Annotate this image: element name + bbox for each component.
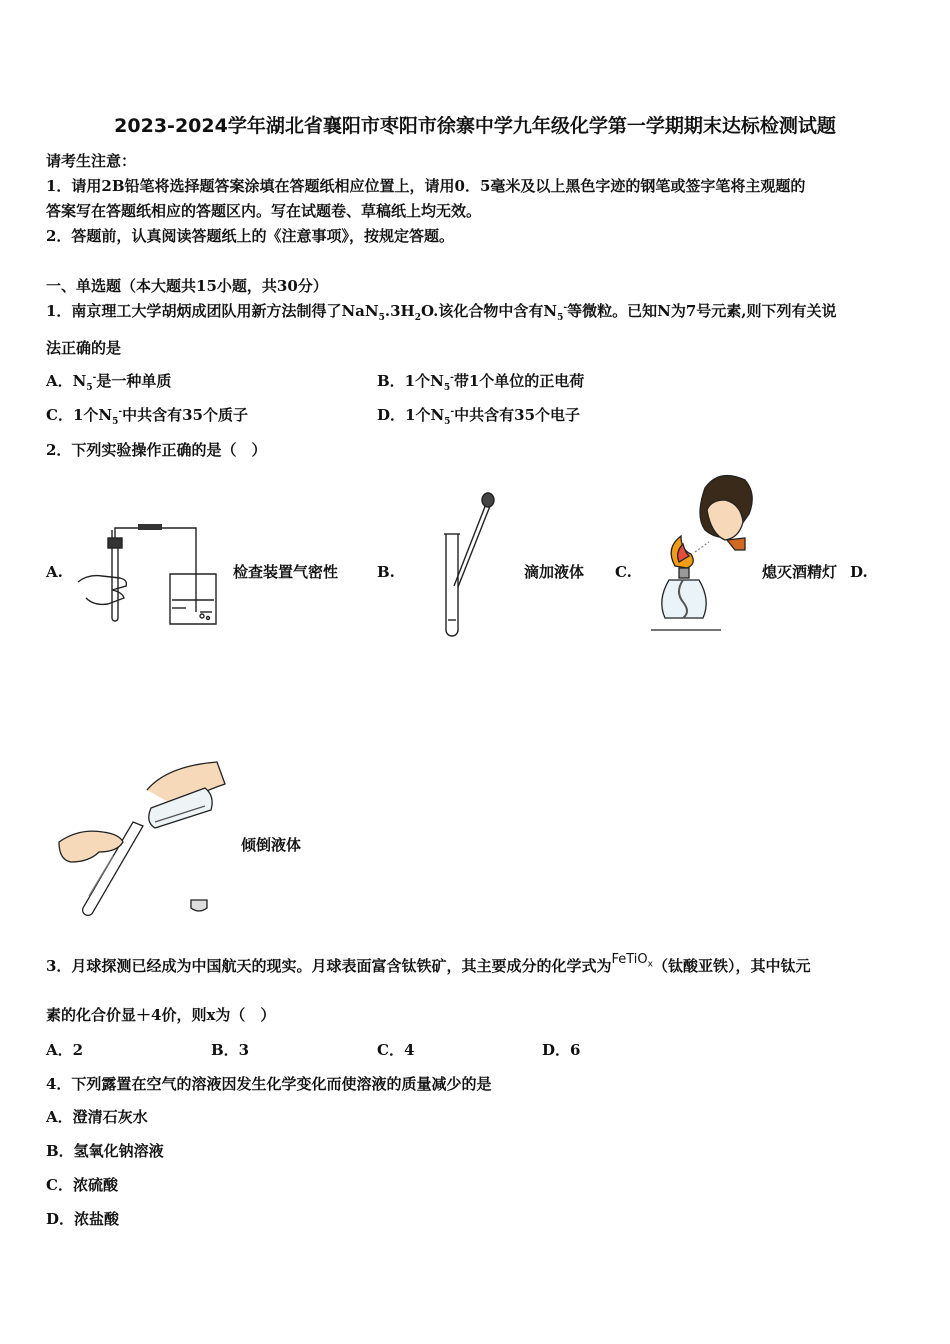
question-3-option-a[interactable]: A．2 <box>46 1041 84 1059</box>
question-1-stem-line-2: 法正确的是 <box>46 339 122 357</box>
question-3-stem: 3．月球探测已经成为中国航天的现实。月球表面富含钛铁矿，其主要成分的化学式为FeTiO$_x$（钛酸亚铁），其中钛元 <box>46 952 811 975</box>
notice-item-2: 2．答题前，认真阅读答题纸上的《注意事项》，按规定答题。 <box>46 227 454 245</box>
page-title: 2023-2024学年湖北省襄阳市枣阳市徐寨中学九年级化学第一学期期末达标检测试题 <box>114 115 836 137</box>
question-2-option-d-label[interactable]: D. <box>850 563 868 581</box>
question-4-option-b[interactable]: B．氢氧化钠溶液 <box>46 1142 164 1160</box>
question-2-option-d-caption: 倾倒液体 <box>241 836 302 854</box>
question-2-option-a-caption: 检查装置气密性 <box>233 563 339 581</box>
dropper-illustration <box>430 490 500 640</box>
question-2-option-b-caption: 滴加液体 <box>524 563 585 581</box>
airtightness-check-illustration <box>72 520 232 630</box>
section-heading: 一、单选题（本大题共15小题，共30分） <box>46 277 328 295</box>
notice-heading: 请考生注意： <box>46 152 137 170</box>
question-3-option-d[interactable]: D．6 <box>542 1041 581 1059</box>
question-1-option-d[interactable]: D．1个$N_5^-$中共含有35个电子 <box>377 406 581 427</box>
question-4-option-d[interactable]: D．浓盐酸 <box>46 1210 120 1228</box>
question-2-option-c-label[interactable]: C. <box>615 563 632 581</box>
extinguish-alcohol-lamp-illustration <box>645 470 760 635</box>
formula-fetiox: FeTiO$_x$ <box>611 952 653 970</box>
question-1-option-b[interactable]: B．1个$N_5^-$带1个单位的正电荷 <box>377 372 585 393</box>
question-2-option-b-label[interactable]: B. <box>377 563 395 581</box>
question-2-stem: 2．下列实验操作正确的是（ ） <box>46 441 267 459</box>
question-1-stem: 1．南京理工大学胡炳成团队用新方法制得了$NaN_5.3H_2O$.该化合物中含有$N_5^-$等微粒。已知N为7号元素,则下列有关说 <box>46 302 837 323</box>
question-3-option-c[interactable]: C．4 <box>377 1041 415 1059</box>
question-4-stem: 4．下列露置在空气的溶液因发生化学变化而使溶液的质量减少的是 <box>46 1075 492 1093</box>
question-4-option-a[interactable]: A．澄清石灰水 <box>46 1108 148 1126</box>
question-1-option-a[interactable]: A．$N_5^-$是一种单质 <box>46 372 172 393</box>
question-2-option-c-caption: 熄灭酒精灯 <box>762 563 838 581</box>
question-3-option-b[interactable]: B．3 <box>211 1041 250 1059</box>
question-1-option-c[interactable]: C．1个$N_5^-$中共含有35个质子 <box>46 406 248 427</box>
notice-item-1-line-2: 答案写在答题纸相应的答题区内。写在试题卷、草稿纸上均无效。 <box>46 202 482 220</box>
question-2-option-a-label[interactable]: A. <box>46 563 63 581</box>
question-3-stem-line-2: 素的化合价显＋4价，则x为（ ） <box>46 1006 276 1024</box>
notice-item-1-line-1: 1．请用2B铅笔将选择题答案涂填在答题纸相应位置上，请用0．5毫米及以上黑色字迹的钢笔或签字笔将主观题的 <box>46 177 806 195</box>
pouring-liquid-illustration <box>55 760 230 915</box>
question-4-option-c[interactable]: C．浓硫酸 <box>46 1176 118 1194</box>
